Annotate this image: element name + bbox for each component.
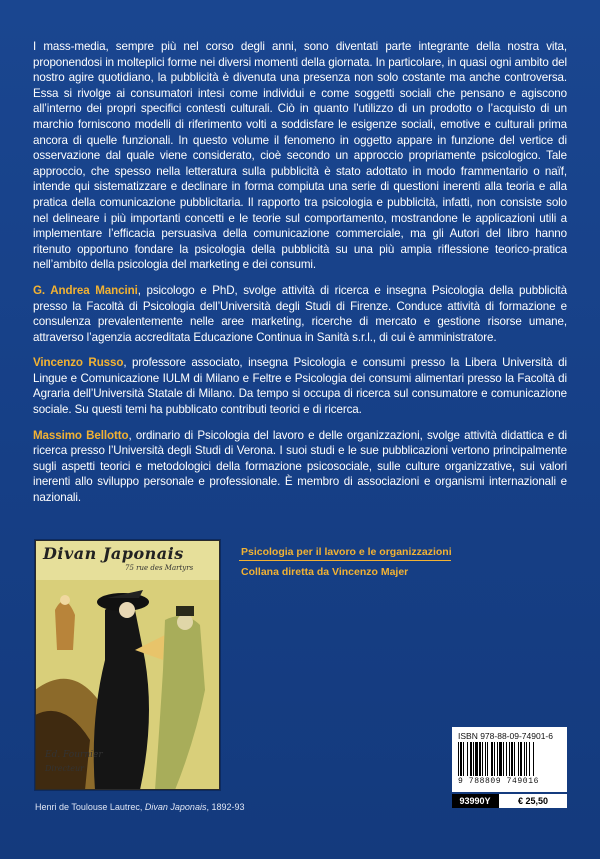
poster-caption: Directeur <box>45 764 84 773</box>
barcode-panel <box>452 727 567 792</box>
intro-paragraph: I mass-media, sempre più nel corso degli anni, sono diventati parte integrante della nostra vita, proponendosi in molteplici forme nei diversi momenti della giornata. In particolare, in quasi ogni ambito del nostro agire quotidiano, la pubblicità è divenuta una presenza non solo costante ma anche controversa. Essa si rivolge ai consumatori intesi come individui e come soggetti sociali che pensano e agiscono all’interno dei propri specifici contesti culturali. Ciò in quanto l’utilizzo di un prodotto o l’acquisto di un marchio forniscono modelli di riferimento volti a soddisfare le esigenze sociali, emotive e culturali prima ancora di quelle funzionali. In questo volume il fenomeno in oggetto appare in funzione del vertice di osservazione dal quale viene considerato, cioè secondo un approccio propriamente psicologico. Tale approccio, che spesso nella letteratura sulla pubblicità è stato adottato in modo frammentario o naïf, intende qui sistematizzare e declinare in forma compiuta una serie di questioni inerenti alla teoria e alla pratica della comunicazione pubblicitaria. Il rapporto tra psicologia e pubblicità, infatti, non consiste solo nel delineare i più importanti concetti e le teorie sul comportamento, mostrandone le applicazioni utili a implementare l’efficacia persuasiva della comunicazione commerciale, ma gli Autori del libro hanno ritenuto opportuno fondare la psicologia della pubblicità su una più ampia riflessione teorico-pratica nell’ambito della psicologia del marketing e dei consumi. <box>33 40 567 272</box>
author-bio-bellotto <box>33 428 567 506</box>
credit-year: , 1892-93 <box>206 802 245 812</box>
author-bio-mancini <box>33 283 567 345</box>
author-name: Massimo Bellotto <box>33 428 129 442</box>
price-row <box>452 794 567 808</box>
poster-title: Divan Japonais <box>43 544 184 563</box>
product-code: 93990Y <box>452 794 498 808</box>
author-name: G. Andrea Mancini <box>33 283 138 297</box>
divan-japonais-poster-image <box>35 540 220 790</box>
author-bio-text: , psicologo e PhD, svolge attività di ricerca e insegna Psicologia della pubblicità presso la Facoltà di Psicologia dell’Università degli Studi di Firenze. Conduce attività di formazione e consulenza prevalentemente nelle aree marketing, ricerche di mercato e gestione risorse umane, attraverso l’agenzia accreditata Educazione Continua in Sanità s.r.l., di cui è amministratore. <box>33 283 568 344</box>
image-credit <box>35 802 244 812</box>
series-divider <box>239 560 451 561</box>
credit-work: Divan Japonais <box>144 802 207 812</box>
author-bio-text: , professore associato, insegna Psicologia e consumi presso la Libera Università di Lingue e Comunicazione IULM di Milano e Feltre e Psicologia dei consumi alimentari presso la Facoltà di Agraria dell’Università Statale di Milano. Da tempo si occupa di ricerca sul consumatore e comunicazione sociale. Su questi temi ha pubblicato contributi teorici e di ricerca. <box>33 356 567 417</box>
series-name: Psicologia per il lavoro e le organizzazioni <box>241 546 452 558</box>
barcode-image <box>458 742 562 776</box>
poster-caption: Ed. Fournier <box>45 750 103 760</box>
author-bio-text: , ordinario di Psicologia del lavoro e delle organizzazioni, svolge attività didattica e di ricerca presso l’Università degli Studi di Verona. I suoi studi e le sue pubblicazioni vertono principalmente sugli aspetti teorici e metodologici della formazione psicosociale, sulle culture organizzative, sui valori inerenti allo sviluppo personale e professionale. È membro di associazioni e organismi internazionali e nazionali. <box>33 428 567 505</box>
poster-address: 75 rue des Martyrs <box>125 564 194 572</box>
series-editor: Collana diretta da Vincenzo Majer <box>241 566 409 578</box>
back-cover-text <box>33 39 567 516</box>
author-name: Vincenzo Russo <box>33 356 124 370</box>
author-bio-russo <box>33 355 567 417</box>
barcode-digits: 9 788809 749016 <box>458 777 540 786</box>
price-label: € 25,50 <box>498 794 567 808</box>
isbn-label: ISBN 978-88-09-74901-6 <box>458 731 553 741</box>
credit-artist: Henri de Toulouse Lautrec, <box>35 802 145 812</box>
